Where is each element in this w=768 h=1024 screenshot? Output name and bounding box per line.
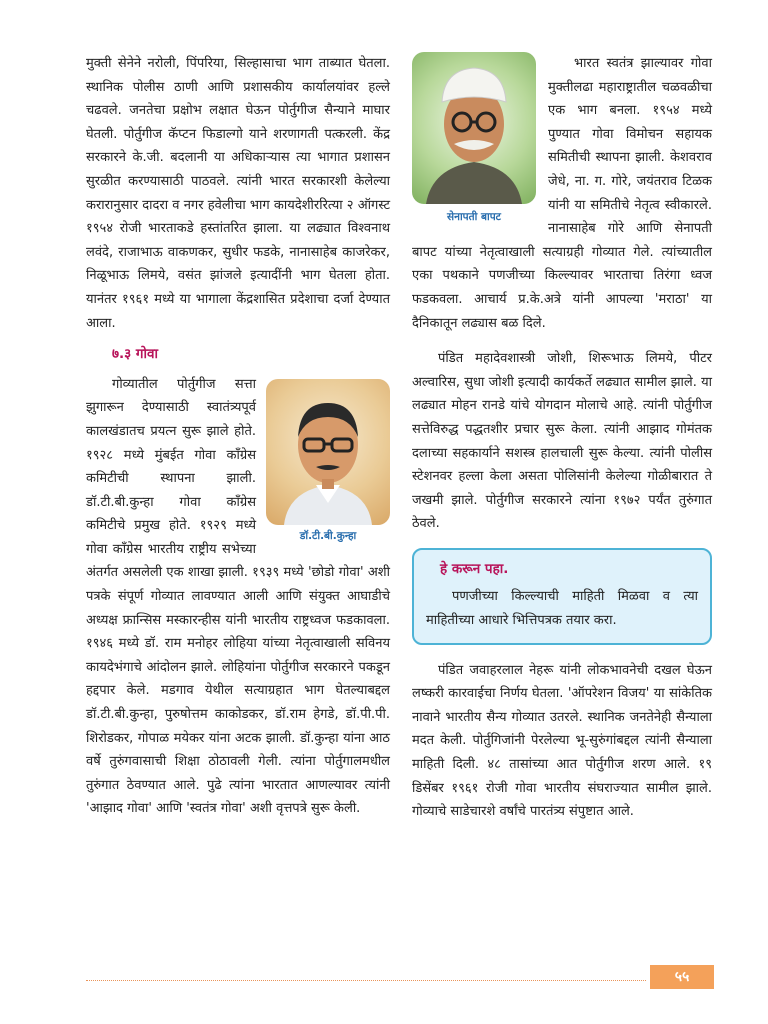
cunha-portrait	[266, 379, 390, 525]
bapat-caption: सेनापती बापट	[447, 211, 501, 223]
right-column	[412, 52, 712, 824]
footer-divider	[86, 980, 646, 981]
paragraph-dadra-liberation: मुक्ती सेनेने नरोली, पिंपरिया, सिल्हासाचा भाग ताब्यात घेतला. स्थानिक पोलीस ठाणी आणि प्रशासकीय कार्यालयांवर हल्ले चढवले. जनतेचा प्रक्षोभ लक्षात घेऊन पोर्तुगीज सैन्याने माघार घेतली. पोर्तुगीज कॅप्टन फिडाल्गो याने शरणागती पत्करली. केंद्र सरकारने के.जी. बदलानी या अधिकाऱ्यास त्या भागात प्रशासन सुरळीत करण्यासाठी पाठवले. त्यांनी भारत सरकारशी केलेल्या करारानुसार दादरा व नगर हवेलीचा भाग कायदेशीररित्या २ ऑगस्ट १९५४ रोजी भारताकडे हस्तांतरित झाला. या लढ्यात विश्वनाथ लवंदे, राजाभाऊ वाकणकर, सुधीर फडके, नानासाहेब काजरेकर, निळूभाऊ लिमये, वसंत झांजले इत्यादींनी भाग घेतला होता. यानंतर १९६१ मध्ये या भागाला केंद्रशासित प्रदेशाचा दर्जा देण्यात आला.	[86, 56, 390, 331]
left-column	[86, 52, 390, 821]
activity-text: पणजीच्या किल्ल्याची माहिती मिळवा व त्या माहितीच्या आधारे भित्तिपत्रक तयार करा.	[426, 589, 698, 629]
paragraph-goa-movement: भारत स्वतंत्र झाल्यावर गोवा मुक्तीलढा महाराष्ट्रातील चळवळीचा एक भाग बनला. १९५४ मध्ये पुण्यात गोवा विमोचन सहायक समितीची स्थापना झाली. केशवराव जेधे, ना. ग. गोरे, जयंतराव टिळक यांनी या समितीचे नेतृत्व स्वीकारले. नानासाहेब गोरे आणि सेनापती बापट यांच्या नेतृत्वाखाली सत्याग्रही गोव्यात गेले. त्यांच्यातील एका पथकाने पणजीच्या किल्ल्यावर भारताचा तिरंगा ध्वज फडकवला. आचार्य प्र.के.अत्रे यांनी आपल्या 'मराठा' या दैनिकातून लढ्यास बळ दिले.	[412, 56, 712, 331]
cunha-portrait-figure	[266, 379, 390, 543]
paragraph-operation-vijay: पंडित जवाहरलाल नेहरू यांनी लोकभावनेची दखल घेऊन लष्करी कारवाईचा निर्णय घेतला. 'ऑपरेशन विजय' या सांकेतिक नावाने भारतीय सैन्य गोव्यात उतरले. स्थानिक जनतेनेही सैन्याला मदत केली. पोर्तुगिजांनी पेरलेल्या भू-सुरुंगांबद्दल त्यांनी सैन्याला माहिती दिली. ४८ तासांच्या आत पोर्तुगीज शरण आले. १९ डिसेंबर १९६१ रोजी गोवा भारतीय संघराज्यात सामील झाले. गोव्याचे साडेचारशे वर्षांचे पारतंत्र्य संपुष्टात आले.	[412, 662, 712, 820]
portrait-illustration-icon	[266, 379, 390, 525]
activity-box	[412, 548, 712, 645]
cunha-caption: डॉ.टी.बी.कुन्हा	[299, 529, 357, 542]
page-number: ५५	[650, 965, 714, 989]
activity-title: हे करून पहा.	[440, 560, 509, 577]
portrait-illustration-icon	[412, 52, 536, 204]
paragraph-mohan-ranade: पंडित महादेवशास्त्री जोशी, शिरूभाऊ लिमये, पीटर अल्वारिस, सुधा जोशी इत्यादी कार्यकर्ते लढ्यात सामील झाले. या लढ्यात मोहन रानडे यांचे योगदान मोलाचे आहे. त्यांनी पोर्तुगीज सत्तेविरुद्ध पद्धतशीर प्रचार सुरू केला. त्यांनी आझाद गोमंतक दलाच्या सहकार्याने सशस्त्र हालचाली सुरू केल्या. त्यांनी पोलीस स्टेशनवर हल्ला केला असता पोलिसांनी केलेल्या गोळीबारात ते जखमी झाले. पोर्तुगीज सरकारने त्यांना १९७२ पर्यंत तुरुंगात ठेवले.	[412, 351, 712, 532]
bapat-portrait	[412, 52, 536, 204]
section-title-goa: ७.३ गोवा	[112, 346, 158, 363]
paragraph-goa-congress: गोव्यातील पोर्तुगीज सत्ता झुगारून देण्यासाठी स्वातंत्र्यपूर्व कालखंडातच प्रयत्न सुरू झाले होते. १९२८ मध्ये मुंबईत गोवा काँग्रेस कमिटीची स्थापना झाली. डॉ.टी.बी.कुन्हा गोवा काँग्रेस कमिटीचे प्रमुख होते. १९२९ मध्ये गोवा काँग्रेस भारतीय राष्ट्रीय सभेच्या अंतर्गत असलेली एक शाखा झाली. १९३९ मध्ये 'छोडो गोवा' अशी पत्रके संपूर्ण गोव्यात लावण्यात आली आणि संयुक्त आघाडीचे अध्यक्ष फ्रान्सिस मस्कारन्हीस यांनी भारतीय राष्ट्रध्वज फडकावला. १९४६ मध्ये डॉ. राम मनोहर लोहिया यांच्या नेतृत्वाखाली सविनय कायदेभंगाचे आंदोलन झाले. लोहियांना पोर्तुगीज सरकारने पकडून हद्दपार केले. मडगाव येथील सत्याग्रहात भाग घेतल्याबद्दल डॉ.टी.बी.कुन्हा, पुरुषोत्तम काकोडकर, डॉ.राम हेगडे, डॉ.पी.पी. शिरोडकर, गोपाळ मयेकर यांना अटक झाली. डॉ.कुन्हा यांना आठ वर्षे तुरुंगवासाची शिक्षा ठोठावली गेली. त्यांना पोर्तुगालमधील तुरुंगात ठेवण्यात आले. पुढे त्यांना भारतात आणल्यावर त्यांनी 'आझाद गोवा' आणि 'स्वतंत्र गोवा' अशी वृत्तपत्रे सुरू केली.	[86, 376, 390, 817]
bapat-portrait-figure	[412, 52, 536, 224]
